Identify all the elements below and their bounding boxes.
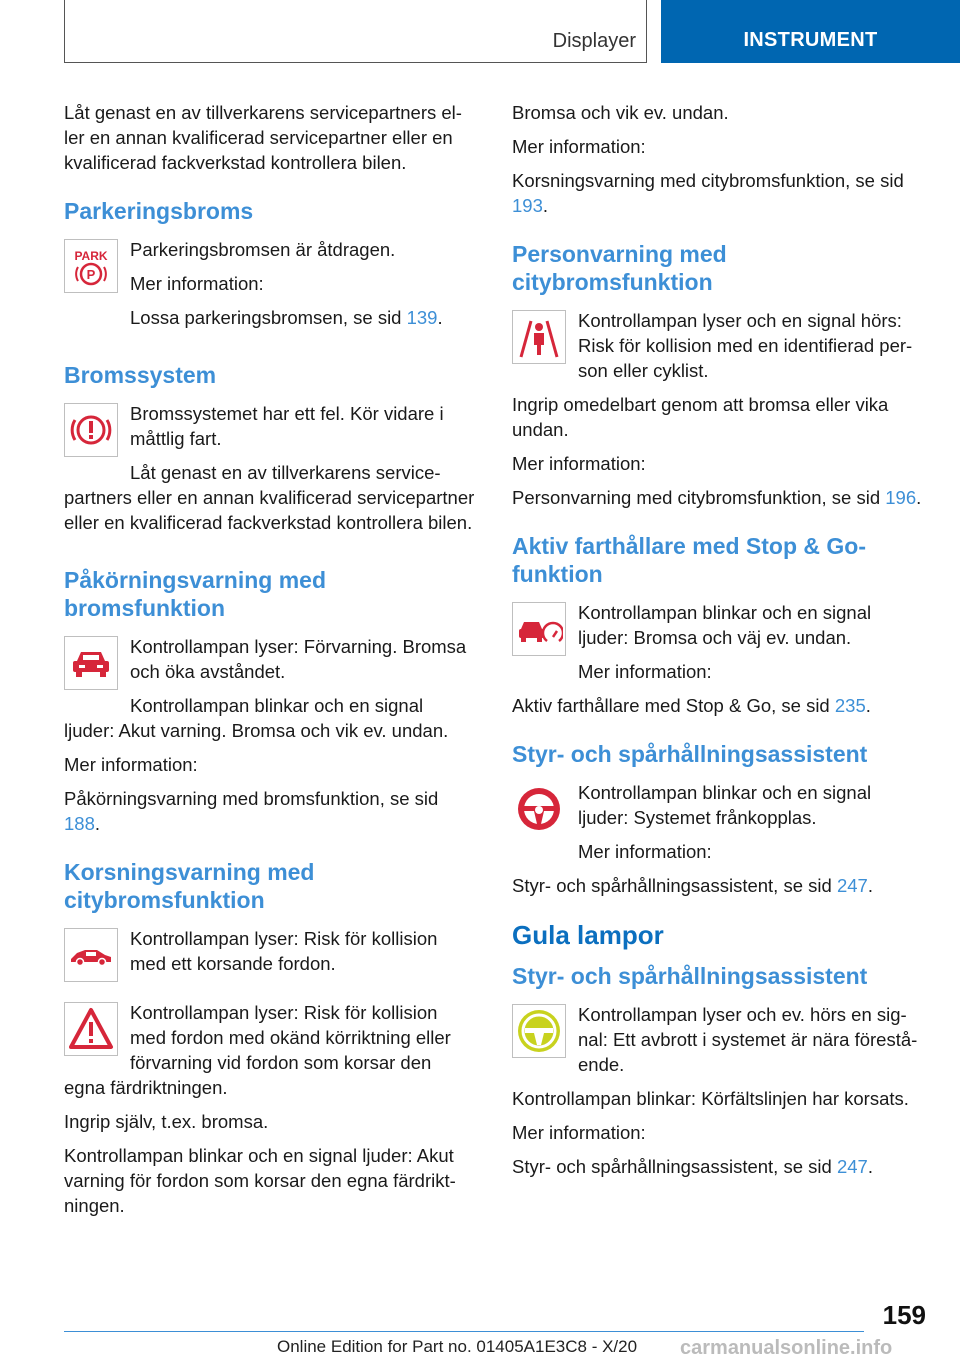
entry-parking-brake xyxy=(64,237,476,339)
warning-triangle-icon xyxy=(64,1002,118,1056)
heading-parking-brake: Parkeringsbroms xyxy=(64,198,254,224)
parking-text-1: Parkeringsbromsen är åtdragen. xyxy=(130,239,396,260)
heading-brake-system: Bromssystem xyxy=(64,362,217,388)
crossing-text-1: Kontrollampan lyser: Risk för kollision med ett korsande fordon. xyxy=(130,928,438,974)
parking-text-2: Mer information: xyxy=(130,273,264,294)
parking-brake-icon xyxy=(64,239,118,293)
collision-text-3: Mer information: xyxy=(64,754,198,775)
collision-text-4: Påkörningsvarning med bromsfunktion, se sid 188. xyxy=(64,788,439,834)
entry-crossing-unknown xyxy=(64,1000,476,1109)
svg-text:P: P xyxy=(86,267,96,282)
steer-red-text-3: Styr- och spårhållningsassistent, se sid 247. xyxy=(512,875,873,896)
page-link-196[interactable]: 196 xyxy=(885,487,917,508)
steer-yellow-text-1: Kontrollampan lyser och ev. hörs en signal: Ett avbrott i systemet är nära förestående. xyxy=(578,1004,918,1075)
person-text-2: Ingrip omedelbart genom att bromsa eller vika undan. xyxy=(512,394,889,440)
page-link-235[interactable]: 235 xyxy=(834,695,866,716)
page-link-247-b[interactable]: 247 xyxy=(836,1156,868,1177)
page-link-193[interactable]: 193 xyxy=(512,195,543,216)
heading-crossing-warning: Korsningsvarning med citybromsfunktion xyxy=(64,859,315,913)
acc-text-3: Aktiv farthållare med Stop & Go, se sid 235. xyxy=(512,695,871,716)
steer-red-text-1: Kontrollampan blinkar och en signal ljuder: Systemet frånkopplas. xyxy=(578,782,872,828)
crossing-text-3: Ingrip själv, t.ex. bromsa. xyxy=(64,1111,269,1132)
continued-text-1: Bromsa och vik ev. undan. xyxy=(512,102,729,123)
header-tab-instrument[interactable]: INSTRUMENT xyxy=(661,0,960,63)
svg-text:PARK: PARK xyxy=(74,249,108,263)
footer-edition: Online Edition for Part no. 01405A1E3C8 - X/20 xyxy=(277,1337,638,1356)
entry-person-warning xyxy=(512,308,924,392)
crossing-text-4: Kontrollampan blinkar och en signal ljuder: Akut varning för fordon som korsar den egna färdriktningen. xyxy=(64,1145,456,1216)
heading-person-warning: Personvarning med citybromsfunktion xyxy=(512,241,727,295)
collision-text-1: Kontrollampan lyser: Förvarning. Bromsa och öka avståndet. xyxy=(130,636,467,682)
entry-steering-assist-yellow xyxy=(512,1002,924,1086)
footer-divider xyxy=(64,1331,864,1332)
steer-red-text-2: Mer information: xyxy=(578,841,712,862)
cruise-control-icon xyxy=(512,602,566,656)
acc-text-2: Mer information: xyxy=(578,661,712,682)
steering-wheel-yellow-icon xyxy=(512,1004,566,1058)
steer-yellow-text-4: Styr- och spårhållningsassistent, se sid 247. xyxy=(512,1156,873,1177)
heading-steering-assist-yellow: Styr- och spårhållningsassistent xyxy=(512,963,868,989)
brake-text-1: Bromssystemet har ett fel. Kör vidare i måttlig fart. xyxy=(130,403,444,449)
heading-active-cruise: Aktiv farthållare med Stop & Go-funktion xyxy=(512,533,867,587)
entry-collision-warning xyxy=(64,634,476,752)
steer-yellow-text-2: Kontrollampan blinkar: Körfältslinjen har korsats. xyxy=(512,1088,909,1109)
watermark: carmanualsonline.info xyxy=(680,1337,893,1359)
heading-yellow-lamps: Gula lampor xyxy=(512,920,664,950)
right-column xyxy=(512,100,924,1188)
parking-text-3: Lossa parkeringsbromsen, se sid 139. xyxy=(130,307,443,328)
person-text-3: Mer information: xyxy=(512,453,646,474)
acc-text-1: Kontrollampan blinkar och en signal ljuder: Bromsa och väj ev. undan. xyxy=(578,602,872,648)
car-front-warning-icon xyxy=(64,636,118,690)
entry-crossing-warning xyxy=(64,926,476,986)
steer-yellow-text-3: Mer information: xyxy=(512,1122,646,1143)
header-section: Displayer xyxy=(552,30,636,52)
person-text-4: Personvarning med citybromsfunktion, se sid 196. xyxy=(512,487,922,508)
entry-brake-system xyxy=(64,401,476,544)
heading-steering-assist-red: Styr- och spårhållningsassistent xyxy=(512,741,868,767)
brake-warning-icon xyxy=(64,403,118,457)
pedestrian-warning-icon xyxy=(512,310,566,364)
page-link-188[interactable]: 188 xyxy=(64,813,95,834)
page-number: 159 xyxy=(882,1300,926,1330)
entry-steering-assist-red xyxy=(512,780,924,873)
crossing-text-2: Kontrollampan lyser: Risk för kollision med fordon med okänd körriktning eller förvarning vid fordon som korsar den egna färdriktningen. xyxy=(64,1002,451,1098)
collision-text-2: Kontrollampan blinkar och en signal ljuder: Akut varning. Bromsa och vik ev. undan. xyxy=(64,695,449,741)
steering-wheel-red-icon xyxy=(512,782,566,836)
continued-text-2: Mer information: xyxy=(512,136,646,157)
brake-text-2: Låt genast en av tillverkarens servicepartners eller en annan kvalificerad servicepartner eller en kvalificerad fackverkstad kontrollera bilen. xyxy=(64,462,475,533)
person-text-1: Kontrollampan lyser och en signal hörs: Risk för kollision med en identifierad person eller cyklist. xyxy=(578,310,913,381)
intro-text: Låt genast en av tillverkarens servicepartners eller en annan kvalificerad servicepartner eller en kvalificerad fackverkstad kontrollera bilen. xyxy=(64,102,462,173)
left-column xyxy=(64,100,476,1227)
entry-active-cruise xyxy=(512,600,924,693)
heading-collision-warning: Påkörningsvarning med bromsfunktion xyxy=(64,567,327,621)
page-link-247-a[interactable]: 247 xyxy=(836,875,868,896)
continued-text-3: Korsningsvarning med citybromsfunktion, se sid 193. xyxy=(512,170,904,216)
car-side-icon xyxy=(64,928,118,982)
page-link-139[interactable]: 139 xyxy=(406,307,438,328)
